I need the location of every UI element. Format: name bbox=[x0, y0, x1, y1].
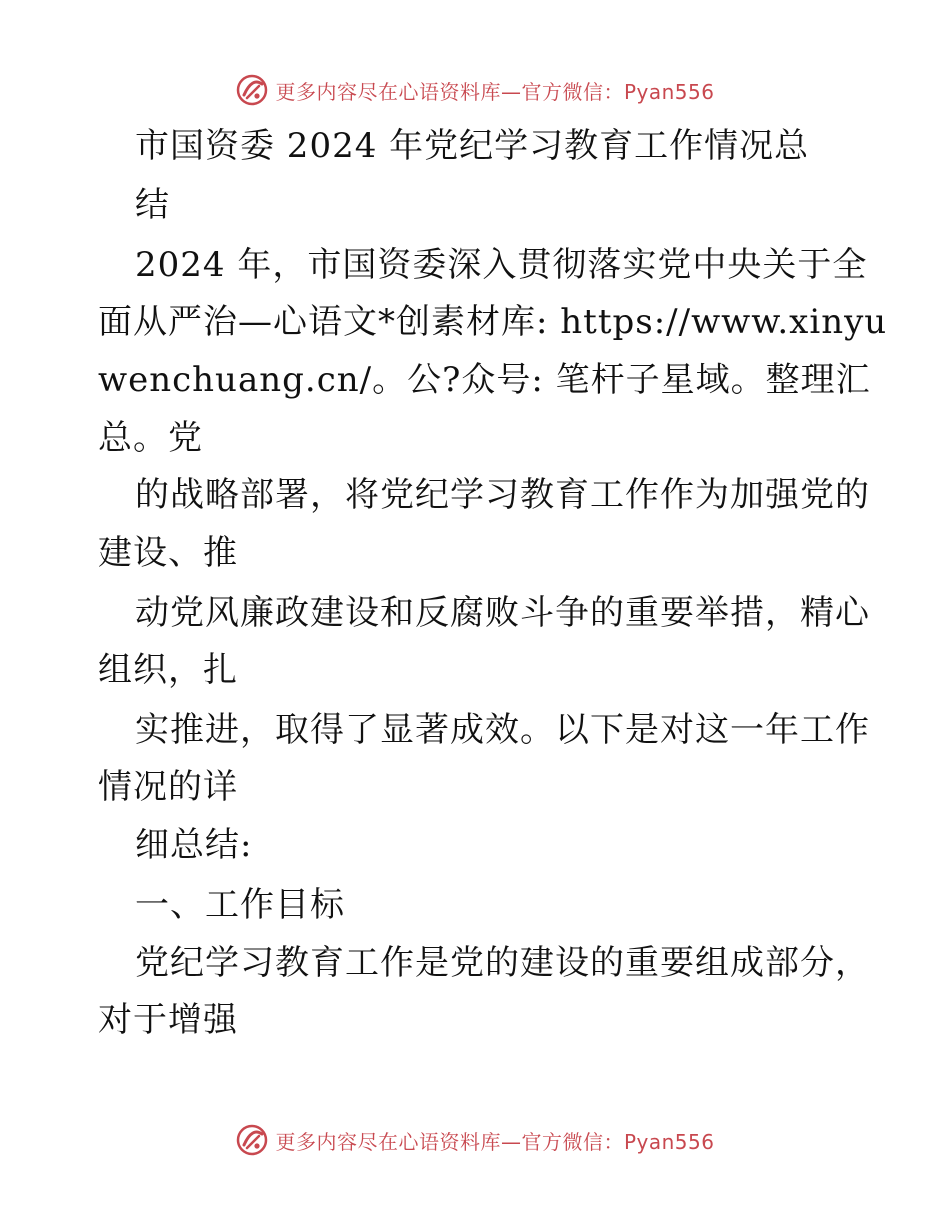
document-title-line-1: 市国资委 2024 年党纪学习教育工作情况总 bbox=[135, 126, 810, 166]
body-line: 细总结: bbox=[135, 825, 253, 865]
body-line: 实推进，取得了显著成效。以下是对这一年工作 bbox=[135, 710, 870, 750]
watermark-text: 更多内容尽在心语资料库—官方微信：Pyan556 bbox=[275, 1129, 715, 1154]
body-line: 情况的详 bbox=[98, 767, 238, 807]
body-line: 面从严治—心语文*创素材库: https://www.xinyu bbox=[98, 302, 888, 342]
body-line: 对于增强 bbox=[98, 1000, 238, 1040]
body-line: 建设、推 bbox=[98, 533, 238, 573]
section-heading: 一、工作目标 bbox=[135, 885, 345, 925]
body-line: wenchuang.cn/。公?众号: 笔杆子星域。整理汇 bbox=[98, 360, 871, 400]
brand-logo-icon bbox=[235, 1123, 269, 1157]
body-line: 党纪学习教育工作是党的建设的重要组成部分， bbox=[135, 943, 870, 983]
header-watermark bbox=[0, 70, 950, 110]
watermark-text: 更多内容尽在心语资料库—官方微信：Pyan556 bbox=[275, 79, 715, 104]
brand-logo-icon bbox=[235, 73, 269, 107]
document-title-line-2: 结 bbox=[135, 185, 170, 225]
body-line: 动党风廉政建设和反腐败斗争的重要举措，精心 bbox=[135, 593, 870, 633]
footer-watermark bbox=[0, 1120, 950, 1160]
body-line: 2024 年，市国资委深入贯彻落实党中央关于全 bbox=[135, 245, 868, 285]
body-line: 的战略部署，将党纪学习教育工作作为加强党的 bbox=[135, 475, 870, 515]
body-line: 总。党 bbox=[98, 418, 203, 458]
body-line: 组织，扎 bbox=[98, 650, 238, 690]
